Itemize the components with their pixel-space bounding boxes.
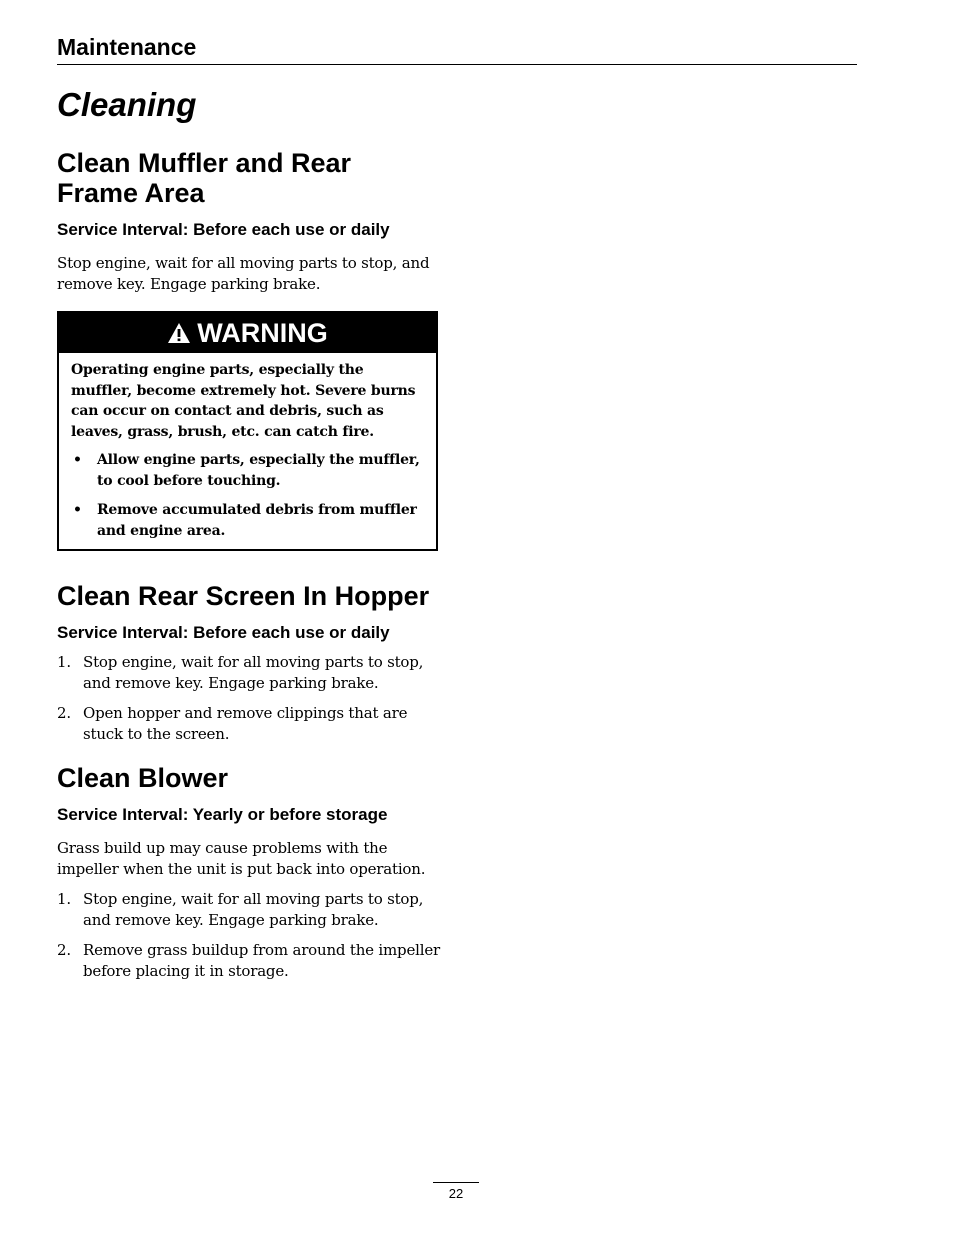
page-number: 22 [448, 1186, 464, 1201]
list-item [57, 652, 447, 694]
warning-body [59, 353, 436, 549]
page-title: Cleaning [57, 86, 197, 123]
header-divider [57, 64, 857, 65]
step-list [57, 652, 447, 745]
list-item [71, 500, 424, 541]
step-text: Stop engine, wait for all moving parts to stop, and remove key. Engage parking brake. [83, 653, 424, 692]
section-heading: Clean Muffler and Rear Frame Area [57, 148, 352, 208]
step-text: Open hopper and remove clippings that are stuck to the screen. [83, 704, 408, 743]
step-number: 1. [57, 653, 71, 671]
warning-banner [59, 313, 436, 353]
bullet-text: Allow engine parts, especially the muffler, to cool before touching. [97, 452, 420, 489]
section-clean-muffler [57, 148, 447, 551]
warning-label: WARNING [197, 317, 328, 348]
step-text: Stop engine, wait for all moving parts to stop, and remove key. Engage parking brake. [83, 890, 424, 929]
step-number: 2. [57, 704, 71, 722]
section-heading: Clean Blower [57, 763, 229, 793]
step-text: Remove grass buildup from around the impeller before placing it in storage. [83, 941, 440, 980]
list-item [71, 450, 424, 491]
section-heading: Clean Rear Screen In Hopper [57, 581, 430, 611]
intro-paragraph: Stop engine, wait for all moving parts to stop, and remove key. Engage parking brake. [57, 254, 430, 293]
service-interval: Service Interval: Before each use or daily [57, 220, 390, 239]
bullet-icon: • [73, 502, 82, 518]
list-item [57, 940, 447, 982]
service-interval: Service Interval: Before each use or daily [57, 623, 390, 642]
service-interval: Service Interval: Yearly or before storage [57, 805, 388, 824]
list-item [57, 889, 447, 931]
section-clean-blower [57, 763, 447, 982]
footer-divider [433, 1182, 479, 1183]
warning-bullet-list [71, 450, 424, 541]
bullet-text: Remove accumulated debris from muffler and engine area. [97, 502, 417, 539]
step-list [57, 889, 447, 982]
list-item [57, 703, 447, 745]
content-column [57, 148, 447, 991]
warning-box [57, 311, 438, 551]
bullet-icon: • [73, 452, 82, 468]
intro-paragraph: Grass build up may cause problems with the impeller when the unit is put back into operation. [57, 839, 426, 878]
section-clean-rear-screen [57, 581, 447, 745]
section-header: Maintenance [57, 34, 197, 60]
step-number: 1. [57, 890, 71, 908]
warning-triangle-icon [167, 322, 191, 344]
step-number: 2. [57, 941, 71, 959]
warning-text: Operating engine parts, especially the muffler, become extremely hot. Severe burns can occur on contact and debris, such as leaves, grass, brush, etc. can catch fire. [71, 362, 416, 440]
